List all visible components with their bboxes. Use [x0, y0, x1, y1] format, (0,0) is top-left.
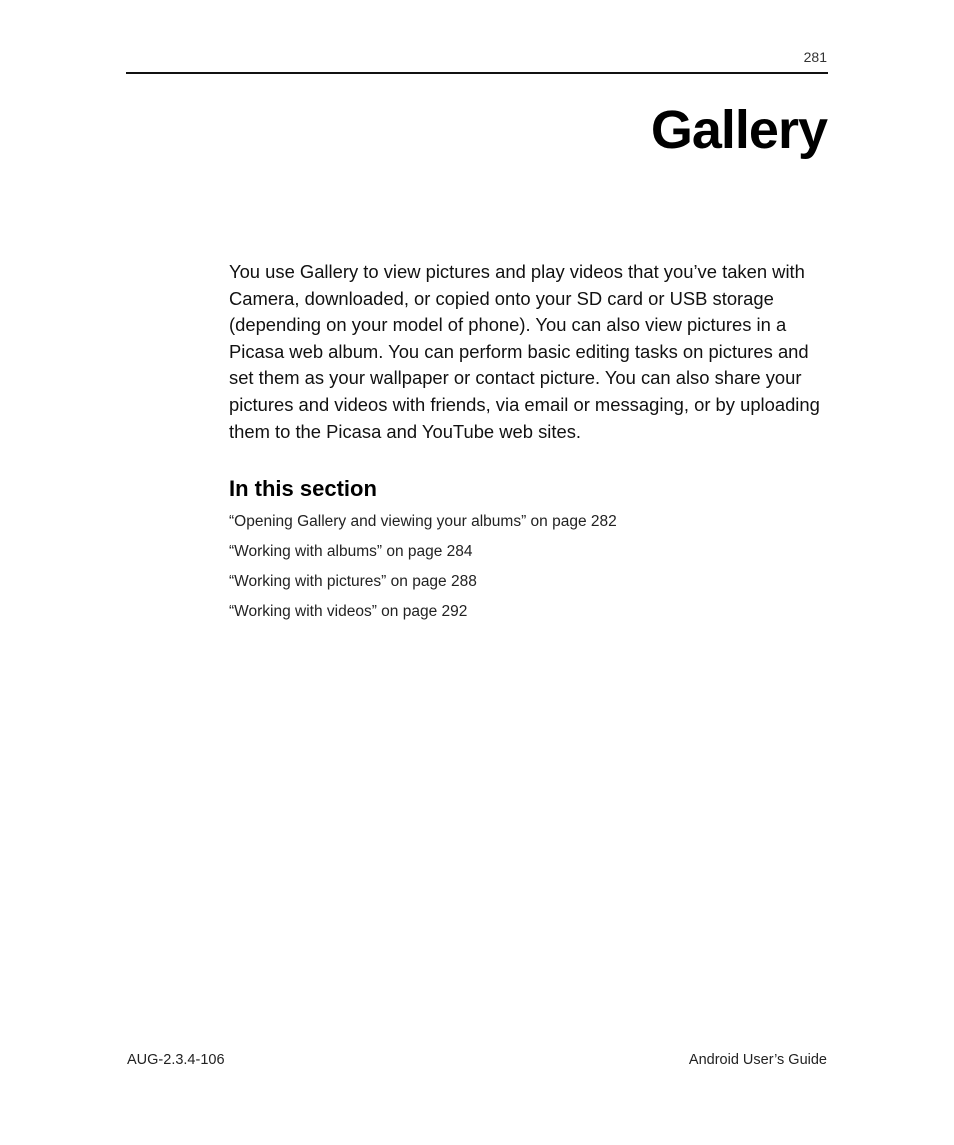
section-link-working-with-pictures[interactable]: “Working with pictures” on page 288	[229, 573, 477, 590]
section-links-list	[229, 512, 617, 632]
intro-paragraph: You use Gallery to view pictures and play videos that you’ve taken with Camera, downloaded, or copied onto your SD card or USB storage (depending on your model of phone). You can also view pictures in a Picasa web album. You can perform basic editing tasks on pictures and set them as your wallpaper or contact picture. You can also share your pictures and videos with friends, via email or messaging, or by uploading them to the Picasa and YouTube web sites.	[229, 261, 820, 442]
header-rule	[126, 72, 828, 74]
footer-doc-id: AUG-2.3.4-106	[127, 1052, 225, 1068]
section-link-working-with-videos[interactable]: “Working with videos” on page 292	[229, 603, 468, 620]
page-number: 281	[803, 49, 827, 65]
chapter-title: Gallery	[650, 100, 827, 160]
footer-guide-title: Android User’s Guide	[688, 1052, 827, 1068]
section-link-working-with-albums[interactable]: “Working with albums” on page 284	[229, 543, 473, 560]
section-link-opening-gallery[interactable]: “Opening Gallery and viewing your albums” on page 282	[229, 513, 617, 530]
section-heading: In this section	[229, 476, 377, 501]
